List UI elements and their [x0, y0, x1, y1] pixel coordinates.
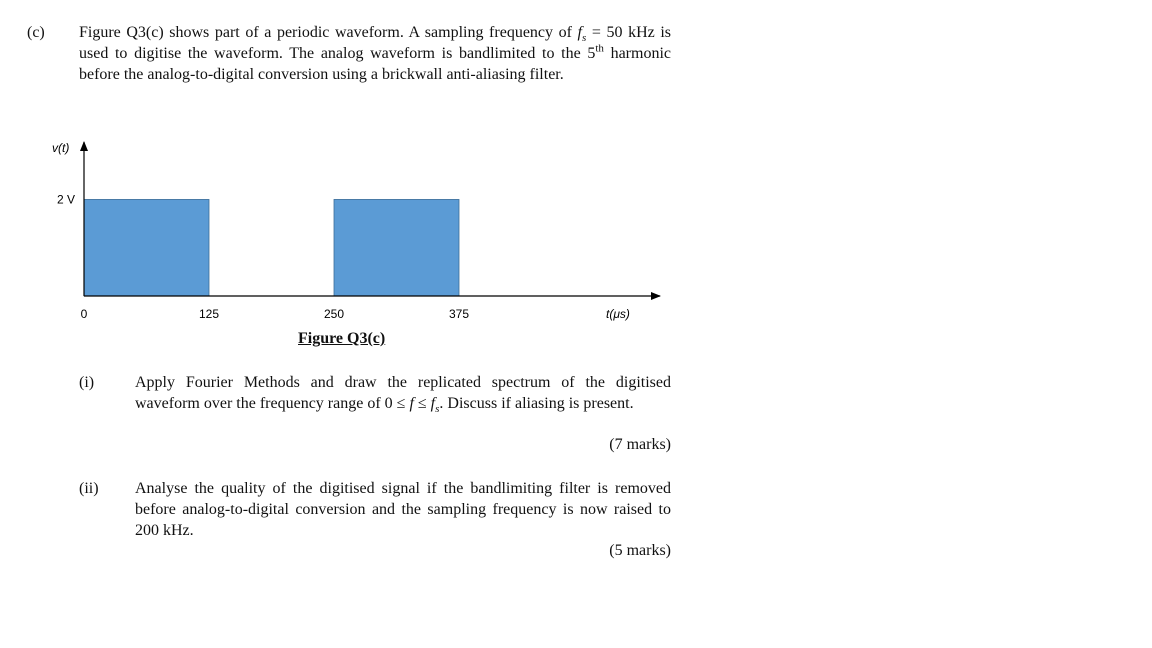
f-symbol: f: [409, 395, 414, 412]
question-1-number: (i): [79, 374, 95, 391]
intro-text-2: = 50 kHz is used to digitise the waveform. The analog waveform is bandlimited to the 5: [79, 24, 672, 62]
fs-subscript: s: [582, 32, 587, 45]
x-tick-label-250: 250: [323, 307, 345, 321]
x-tick-label-0: 0: [80, 307, 88, 321]
question-1-marks: (7 marks): [609, 436, 671, 453]
x-tick-label-375: 375: [448, 307, 470, 321]
q1-text-3: . Discuss if aliasing is present.: [439, 395, 634, 412]
x-axis-label: t(μs): [606, 307, 630, 321]
q1-text-1: Apply Fourier Methods and draw the replicated spectrum of the digitised waveform over the frequency range of 0 ≤: [135, 374, 671, 412]
figure-caption: Figure Q3(c): [298, 330, 386, 347]
waveform-figure: [0, 130, 700, 330]
y-tick-label: 2 V: [57, 192, 76, 207]
pulse-1: [84, 199, 209, 296]
y-axis-label: v(t): [52, 141, 70, 155]
part-label: (c): [27, 24, 45, 41]
question-2-text: Analyse the quality of the digitised signal if the bandlimiting filter is removed before analog-to-digital conversion and the sampling frequency is now raised to 200 kHz.: [135, 480, 671, 539]
intro-paragraph: [79, 22, 671, 85]
q1-text-2: ≤: [413, 395, 431, 412]
question-1-text: [135, 372, 671, 414]
pulses-layer: [84, 199, 459, 296]
q1-fs-subscript: s: [435, 403, 440, 416]
th-superscript: th: [595, 42, 604, 55]
intro-text-1: Figure Q3(c) shows part of a periodic waveform. A sampling frequency of: [79, 24, 578, 41]
question-2-number: (ii): [79, 480, 99, 497]
x-tick-label-125: 125: [198, 307, 220, 321]
x-ticks-layer: [81, 307, 470, 321]
q1-fs-symbol: f: [430, 395, 436, 412]
question-2-marks: (5 marks): [609, 542, 671, 559]
pulse-2: [334, 199, 459, 296]
intro-text-3: harmonic before the analog-to-digital conversion using a brickwall anti-aliasing filter.: [79, 45, 671, 83]
fs-symbol: f: [577, 24, 582, 41]
